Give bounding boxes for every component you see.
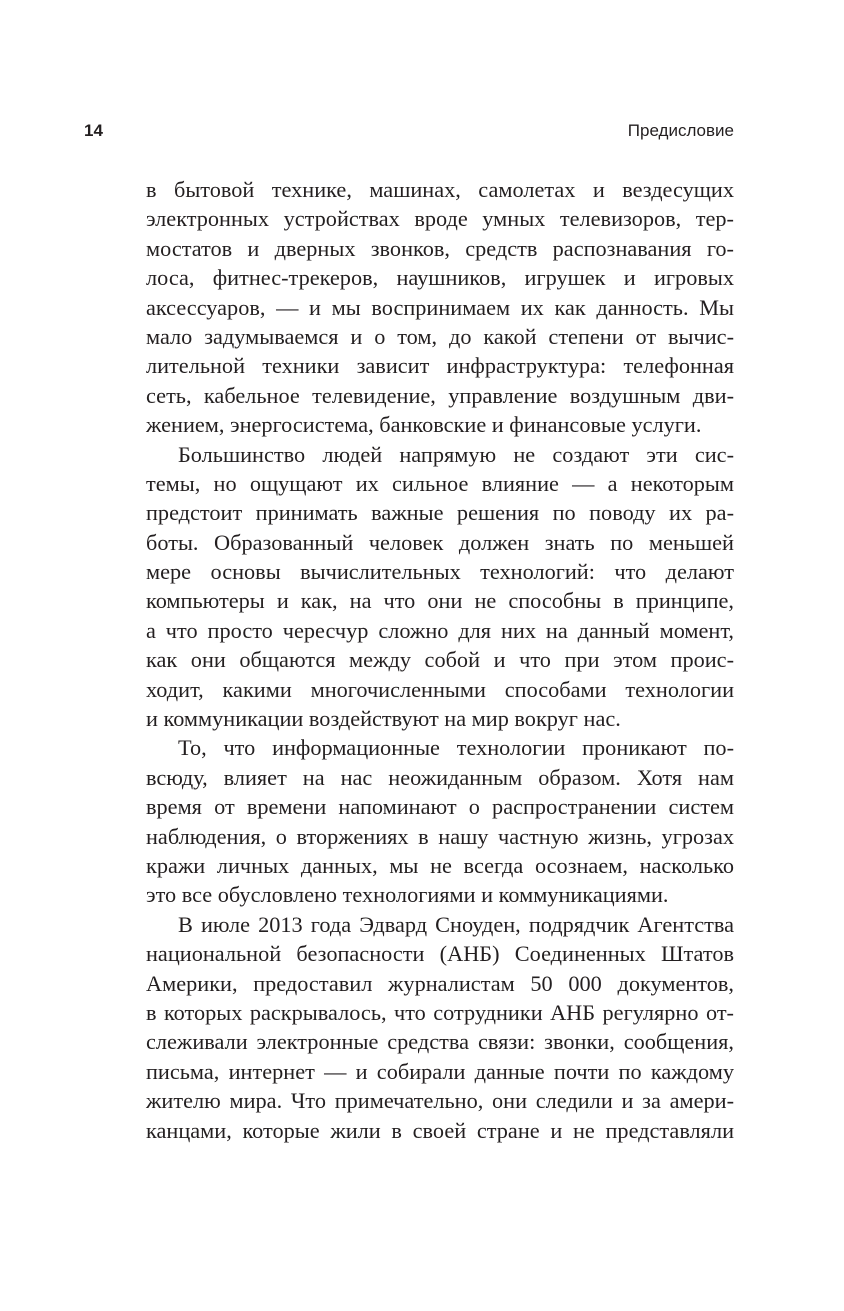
text-line: наблюдения, о вторжениях в нашу частную жизнь, угрозах	[146, 823, 734, 849]
text-line: письма, интернет — и собирали данные почти по каждому	[146, 1058, 734, 1084]
text-line: всюду, влияет на нас неожиданным образом. Хотя нам	[146, 764, 734, 790]
text-line: слеживали электронные средства связи: звонки, сообщения,	[146, 1029, 734, 1055]
section-title: Предисловие	[627, 121, 734, 140]
text-line: а что просто чересчур сложно для них на данный момент,	[146, 617, 734, 643]
text-line: Америки, предоставил журналистам 50 000 документов,	[146, 970, 734, 996]
running-head	[84, 121, 734, 145]
text-line: жением, энергосистема, банковские и финансовые услуги.	[146, 412, 702, 438]
paragraph-first-line: То, что информационные технологии проникают по-	[178, 735, 734, 761]
text-line: лоса, фитнес-трекеров, наушников, игрушек и игровых	[146, 265, 734, 291]
text-line: кражи личных данных, мы не всегда осознаем, насколько	[146, 852, 734, 878]
text-line: ходит, какими многочисленными способами технологии	[146, 676, 734, 702]
text-line: аксессуаров, — и мы воспринимаем их как данность. Мы	[146, 294, 734, 320]
paragraph-first-line: Большинство людей напрямую не создают эти сис-	[178, 441, 734, 467]
body-text	[146, 175, 734, 1145]
text-line: мало задумываемся и о том, до какой степени от вычис-	[146, 323, 734, 349]
text-line: национальной безопасности (АНБ) Соединенных Штатов	[146, 941, 734, 967]
text-line: и коммуникации воздействуют на мир вокруг нас.	[146, 706, 621, 732]
text-line: как они общаются между собой и что при этом проис-	[146, 647, 734, 673]
paragraph-first-line: В июле 2013 года Эдвард Сноуден, подрядчик Агентства	[178, 911, 734, 937]
text-line: предстоит принимать важные решения по поводу их ра-	[146, 500, 734, 526]
text-line: компьютеры и как, на что они не способны в принципе,	[146, 588, 734, 614]
text-line: в которых раскрывалось, что сотрудники АНБ регулярно от-	[146, 999, 734, 1025]
text-line: боты. Образованный человек должен знать по меньшей	[146, 529, 734, 555]
text-line: мостатов и дверных звонков, средств распознавания го-	[146, 235, 734, 261]
text-line: сеть, кабельное телевидение, управление воздушным дви-	[146, 382, 734, 408]
text-line: мере основы вычислительных технологий: что делают	[146, 559, 734, 585]
text-line: канцами, которые жили в своей стране и не представляли	[146, 1117, 734, 1143]
text-line: время от времени напоминают о распространении систем	[146, 794, 734, 820]
text-line: темы, но ощущают их сильное влияние — а некоторым	[146, 470, 734, 496]
text-line: лительной техники зависит инфраструктура: телефонная	[146, 353, 734, 379]
text-line: электронных устройствах вроде умных телевизоров, тер-	[146, 206, 734, 232]
text-line: это все обусловлено технологиями и коммуникациями.	[146, 882, 669, 908]
text-line: в бытовой технике, машинах, самолетах и вездесущих	[146, 177, 734, 202]
page-number: 14	[84, 121, 103, 140]
text-line: жителю мира. Что примечательно, они следили и за амери-	[146, 1088, 734, 1114]
